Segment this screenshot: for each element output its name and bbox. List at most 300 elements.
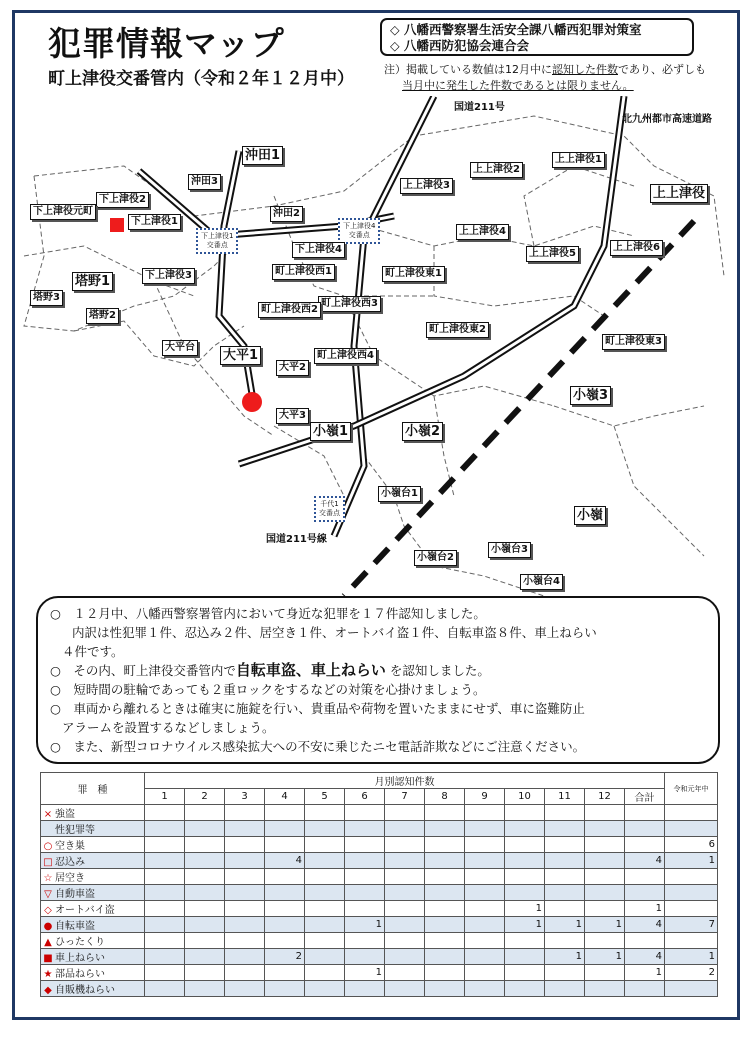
count-cell — [665, 805, 718, 821]
count-cell — [185, 981, 225, 997]
count-cell — [305, 869, 345, 885]
note-text-1: 注）掲載している数値は12月中に — [384, 63, 552, 76]
org-name-2: ◇ 八幡西防犯協会連合会 — [390, 38, 529, 53]
area-label: 小嶺2 — [402, 422, 443, 441]
count-cell — [185, 901, 225, 917]
crime-type-label: 強盗 — [55, 809, 75, 820]
crime-mark-icon: □ — [43, 857, 53, 868]
area-label: 小嶺台4 — [520, 574, 563, 590]
area-label: 下上津役4 — [292, 242, 345, 258]
count-cell — [425, 917, 465, 933]
crime-type-label: オートバイ盗 — [55, 905, 115, 916]
count-cell — [665, 901, 718, 917]
count-cell — [425, 949, 465, 965]
count-cell — [345, 853, 385, 869]
table-body — [41, 805, 718, 997]
count-cell: 7 — [665, 917, 718, 933]
area-label: 上上津役3 — [400, 178, 453, 194]
crime-type-cell — [41, 981, 145, 997]
count-cell — [545, 821, 585, 837]
count-cell — [425, 837, 465, 853]
count-cell — [185, 917, 225, 933]
count-cell — [225, 901, 265, 917]
info-box — [36, 596, 720, 764]
count-cell — [345, 933, 385, 949]
count-cell — [385, 837, 425, 853]
month-header: 12 — [585, 789, 625, 805]
crime-type-label: 部品ねらい — [55, 969, 105, 980]
count-cell — [265, 965, 305, 981]
area-label: 沖田1 — [242, 146, 283, 165]
count-cell — [385, 901, 425, 917]
count-cell — [585, 821, 625, 837]
count-cell — [585, 885, 625, 901]
count-cell — [265, 885, 305, 901]
count-cell — [305, 821, 345, 837]
count-cell — [505, 869, 545, 885]
count-cell — [585, 933, 625, 949]
road-label-expressway: 北九州都市高速道路 — [622, 114, 712, 125]
info-line: ○ １２月中、八幡西警察署管内において身近な犯罪を１７件認知しました。 — [50, 606, 486, 621]
count-cell — [465, 821, 505, 837]
count-cell: 1 — [625, 965, 665, 981]
count-cell — [545, 869, 585, 885]
area-label: 町上津役西3 — [318, 296, 381, 312]
area-label: 町上津役西2 — [258, 302, 321, 318]
area-label: 小嶺台1 — [378, 486, 421, 502]
area-label: 下上津役元町 — [30, 204, 96, 220]
count-cell — [425, 901, 465, 917]
count-cell — [585, 901, 625, 917]
crime-type-label: 空き巣 — [55, 841, 85, 852]
crime-stats-table — [40, 772, 718, 997]
count-cell — [225, 917, 265, 933]
crime-type-cell — [41, 901, 145, 917]
area-label: 下上津役1 — [128, 214, 181, 230]
count-cell — [425, 933, 465, 949]
crime-type-label: 居空き — [55, 873, 85, 884]
crime-mark-icon: ★ — [43, 969, 53, 980]
count-cell — [585, 965, 625, 981]
crime-type-cell — [41, 805, 145, 821]
count-cell — [545, 885, 585, 901]
crime-type-cell — [41, 869, 145, 885]
crime-type-cell — [41, 837, 145, 853]
count-cell — [305, 837, 345, 853]
table-row — [41, 821, 718, 837]
count-cell — [185, 949, 225, 965]
count-cell — [345, 821, 385, 837]
count-cell — [585, 853, 625, 869]
area-label: 町上津役東2 — [426, 322, 489, 338]
count-cell — [465, 853, 505, 869]
count-cell — [665, 933, 718, 949]
count-cell — [305, 981, 345, 997]
area-label: 小嶺台3 — [488, 542, 531, 558]
koban-point-2: 下上津役4 交番点 — [338, 218, 380, 244]
table-row — [41, 885, 718, 901]
count-cell — [145, 869, 185, 885]
page-subtitle: 町上津役交番管内（令和２年１２月中） — [48, 69, 354, 89]
count-cell — [385, 885, 425, 901]
info-line — [50, 661, 706, 680]
count-cell: 1 — [345, 965, 385, 981]
count-cell — [345, 885, 385, 901]
count-cell — [425, 885, 465, 901]
area-label: 大平2 — [276, 360, 309, 376]
month-header: 6 — [345, 789, 385, 805]
area-label: 下上津役3 — [142, 268, 195, 284]
count-cell — [225, 837, 265, 853]
area-label: 小嶺1 — [310, 422, 351, 441]
count-cell — [385, 805, 425, 821]
table-row — [41, 837, 718, 853]
table-header-row — [41, 773, 718, 789]
count-cell — [265, 869, 305, 885]
crime-type-label: 自動車盗 — [55, 889, 95, 900]
month-header: 5 — [305, 789, 345, 805]
count-cell — [265, 901, 305, 917]
count-cell — [545, 981, 585, 997]
count-cell — [505, 837, 545, 853]
count-cell — [185, 805, 225, 821]
area-label: 下上津役2 — [96, 192, 149, 208]
count-cell — [425, 965, 465, 981]
count-cell — [665, 869, 718, 885]
count-cell — [185, 821, 225, 837]
count-cell — [305, 933, 345, 949]
area-label: 上上津役4 — [456, 224, 509, 240]
count-cell — [185, 885, 225, 901]
crime-type-cell — [41, 965, 145, 981]
crime-type-cell — [41, 853, 145, 869]
count-cell: 1 — [345, 917, 385, 933]
count-cell — [305, 853, 345, 869]
area-label: 上上津役 — [650, 184, 708, 203]
table-row — [41, 869, 718, 885]
koban-point-1: 下上津役1 交番点 — [196, 228, 238, 254]
count-cell — [225, 981, 265, 997]
count-cell — [305, 965, 345, 981]
count-cell — [665, 821, 718, 837]
count-cell: 4 — [625, 949, 665, 965]
area-label: 塔野3 — [30, 290, 63, 306]
info-line: ○ また、新型コロナウイルス感染拡大への不安に乗じたニセ電話詐欺などにご注意ください。 — [50, 739, 586, 754]
month-header: 3 — [225, 789, 265, 805]
count-cell — [465, 949, 505, 965]
count-cell: 2 — [265, 949, 305, 965]
count-cell — [465, 981, 505, 997]
table-row — [41, 965, 718, 981]
count-cell — [625, 869, 665, 885]
bicycle-theft-marker — [242, 392, 262, 412]
car-break-in-marker — [110, 218, 124, 232]
count-cell — [625, 837, 665, 853]
count-cell — [225, 885, 265, 901]
crime-mark-icon: ○ — [43, 841, 53, 852]
area-label: 小嶺 — [574, 506, 606, 525]
count-cell — [145, 981, 185, 997]
note — [384, 62, 724, 94]
count-cell — [265, 933, 305, 949]
count-cell — [185, 853, 225, 869]
crime-type-label: 車上ねらい — [55, 953, 105, 964]
count-cell — [545, 805, 585, 821]
count-cell: 1 — [665, 853, 718, 869]
area-label: 塔野2 — [86, 308, 119, 324]
crime-mark-icon: ◆ — [44, 985, 52, 996]
count-cell — [305, 917, 345, 933]
count-cell — [505, 965, 545, 981]
count-cell — [385, 869, 425, 885]
crime-type-cell — [41, 933, 145, 949]
area-label: 小嶺台2 — [414, 550, 457, 566]
area-label: 町上津役東1 — [382, 266, 445, 282]
table-row — [41, 933, 718, 949]
area-label: 塔野1 — [72, 272, 113, 291]
area-label: 町上津役西1 — [272, 264, 335, 280]
count-cell — [425, 869, 465, 885]
area-label: 大平1 — [220, 346, 261, 365]
crime-type-label: 性犯罪等 — [55, 825, 95, 836]
count-cell — [665, 885, 718, 901]
crime-type-label: ひったくり — [55, 937, 105, 948]
month-header: 4 — [265, 789, 305, 805]
table-row — [41, 901, 718, 917]
count-cell — [305, 885, 345, 901]
note-text-2: 認知した件数 — [552, 63, 618, 76]
count-cell — [225, 965, 265, 981]
count-cell — [465, 885, 505, 901]
count-cell: 1 — [585, 949, 625, 965]
area-label: 小嶺3 — [570, 386, 611, 405]
count-cell — [545, 965, 585, 981]
count-cell — [585, 869, 625, 885]
count-cell — [265, 917, 305, 933]
count-cell — [145, 805, 185, 821]
count-cell — [145, 917, 185, 933]
count-cell: 2 — [665, 965, 718, 981]
info-emphasis: 自転車盗、車上ねらい — [235, 661, 386, 679]
count-cell: 1 — [665, 949, 718, 965]
count-cell — [185, 837, 225, 853]
count-cell — [145, 837, 185, 853]
koban-point-3: 千代1 交番点 — [314, 496, 345, 522]
page-title: 犯罪情報マップ — [48, 24, 285, 63]
count-cell — [465, 965, 505, 981]
crime-mark-icon: ▲ — [44, 937, 52, 948]
count-cell — [345, 901, 385, 917]
count-cell: 4 — [625, 917, 665, 933]
count-cell — [385, 853, 425, 869]
count-cell — [225, 869, 265, 885]
table-row — [41, 805, 718, 821]
crime-map — [14, 96, 729, 596]
count-cell — [185, 869, 225, 885]
info-line: 内訳は性犯罪１件、忍込み２件、居空き１件、オートバイ盗１件、自転車盗８件、車上ねらい — [72, 625, 597, 640]
count-cell — [465, 933, 505, 949]
count-cell — [265, 805, 305, 821]
count-cell — [625, 821, 665, 837]
count-cell — [425, 853, 465, 869]
crime-type-cell — [41, 949, 145, 965]
crime-mark-icon: ■ — [43, 953, 53, 964]
month-header: 7 — [385, 789, 425, 805]
count-cell — [145, 949, 185, 965]
count-cell — [345, 837, 385, 853]
count-cell — [145, 901, 185, 917]
count-cell — [385, 949, 425, 965]
table-row — [41, 981, 718, 997]
count-cell: 1 — [505, 901, 545, 917]
count-cell: 1 — [545, 917, 585, 933]
crime-type-cell — [41, 917, 145, 933]
count-cell — [185, 965, 225, 981]
count-cell — [305, 901, 345, 917]
count-cell — [545, 853, 585, 869]
count-cell — [585, 805, 625, 821]
area-label: 上上津役1 — [552, 152, 605, 168]
month-header: 合計 — [625, 789, 665, 805]
count-cell — [545, 933, 585, 949]
area-label: 上上津役5 — [526, 246, 579, 262]
count-cell — [625, 885, 665, 901]
count-cell — [425, 805, 465, 821]
count-cell — [505, 949, 545, 965]
count-cell — [225, 949, 265, 965]
count-cell — [585, 837, 625, 853]
count-cell — [345, 869, 385, 885]
count-cell — [385, 933, 425, 949]
count-cell — [465, 805, 505, 821]
road-label-211: 国道211号 — [454, 102, 505, 113]
prev-year-header: 令和元年中 — [665, 773, 718, 805]
area-label: 沖田2 — [270, 206, 303, 222]
count-cell: 1 — [505, 917, 545, 933]
count-cell — [225, 933, 265, 949]
count-cell — [505, 933, 545, 949]
count-cell — [385, 965, 425, 981]
count-cell — [225, 853, 265, 869]
crime-type-label: 忍込み — [55, 857, 85, 868]
month-header: 2 — [185, 789, 225, 805]
count-cell — [385, 917, 425, 933]
count-cell: 4 — [265, 853, 305, 869]
count-cell — [345, 949, 385, 965]
count-cell — [265, 821, 305, 837]
count-cell — [145, 821, 185, 837]
count-cell — [345, 805, 385, 821]
org-name-1: ◇ 八幡西警察署生活安全課八幡西犯罪対策室 — [390, 22, 642, 37]
month-header: 9 — [465, 789, 505, 805]
count-cell: 1 — [545, 949, 585, 965]
area-label: 町上津役東3 — [602, 334, 665, 350]
count-cell — [625, 981, 665, 997]
area-label: 町上津役西4 — [314, 348, 377, 364]
month-header: 1 — [145, 789, 185, 805]
table-row — [41, 853, 718, 869]
count-cell — [505, 885, 545, 901]
crime-mark-icon: ● — [43, 921, 53, 932]
crime-type-header: 罪 種 — [41, 773, 145, 805]
note-text-3: であり、必ずしも — [618, 63, 706, 76]
area-label: 大平3 — [276, 408, 309, 424]
count-cell — [265, 837, 305, 853]
count-cell — [385, 981, 425, 997]
count-cell — [505, 805, 545, 821]
crime-mark-icon: ☆ — [43, 873, 53, 884]
count-cell: 1 — [585, 917, 625, 933]
info-line: ○ 短時間の駐輪であっても２重ロックをするなどの対策を心掛けましょう。 — [50, 682, 486, 697]
crime-mark-icon: × — [43, 809, 53, 820]
info-text: ○ その内、町上津役交番管内で — [50, 663, 236, 678]
month-header: 10 — [505, 789, 545, 805]
info-line: ○ 車両から離れるときは確実に施錠を行い、貴重品や荷物を置いたままにせず、車に盗難防止 — [50, 701, 585, 716]
crime-type-label: 自販機ねらい — [55, 985, 115, 996]
count-cell — [185, 933, 225, 949]
count-cell — [225, 805, 265, 821]
area-label: 上上津役2 — [470, 162, 523, 178]
count-cell — [585, 981, 625, 997]
crime-type-label: 自転車盗 — [55, 921, 95, 932]
count-cell: 4 — [625, 853, 665, 869]
count-cell — [265, 981, 305, 997]
count-cell — [545, 837, 585, 853]
count-cell — [545, 901, 585, 917]
count-cell — [465, 837, 505, 853]
count-cell — [145, 885, 185, 901]
count-cell — [305, 805, 345, 821]
count-cell — [625, 933, 665, 949]
count-cell — [425, 981, 465, 997]
count-cell: 6 — [665, 837, 718, 853]
count-cell — [625, 805, 665, 821]
info-line: ４件です。 — [62, 644, 124, 659]
count-cell — [225, 821, 265, 837]
count-cell — [505, 981, 545, 997]
crime-type-cell — [41, 821, 145, 837]
count-cell — [385, 821, 425, 837]
count-cell — [345, 981, 385, 997]
crime-type-cell — [41, 885, 145, 901]
count-cell — [305, 949, 345, 965]
info-text: を認知しました。 — [385, 663, 490, 678]
table-row — [41, 949, 718, 965]
month-header: 11 — [545, 789, 585, 805]
count-cell — [465, 901, 505, 917]
count-cell — [465, 869, 505, 885]
count-cell — [665, 981, 718, 997]
area-label: 上上津役6 — [610, 240, 663, 256]
crime-mark-icon: ◇ — [44, 905, 52, 916]
note-text-4: 当月中に発生した件数であるとは限りません。 — [402, 79, 634, 92]
crime-mark-icon: ▽ — [44, 889, 52, 900]
organization-box — [380, 18, 694, 56]
count-cell — [145, 853, 185, 869]
count-cell: 1 — [625, 901, 665, 917]
count-cell — [145, 933, 185, 949]
count-cell — [505, 853, 545, 869]
count-cell — [145, 965, 185, 981]
month-header: 8 — [425, 789, 465, 805]
info-line: アラームを設置するなどしましょう。 — [62, 720, 275, 735]
count-cell — [425, 821, 465, 837]
road-label-211-line: 国道211号線 — [266, 534, 327, 545]
area-label: 大平台 — [162, 340, 198, 356]
area-label: 沖田3 — [188, 174, 221, 190]
count-cell — [465, 917, 505, 933]
monthly-header: 月別認知件数 — [145, 773, 665, 789]
